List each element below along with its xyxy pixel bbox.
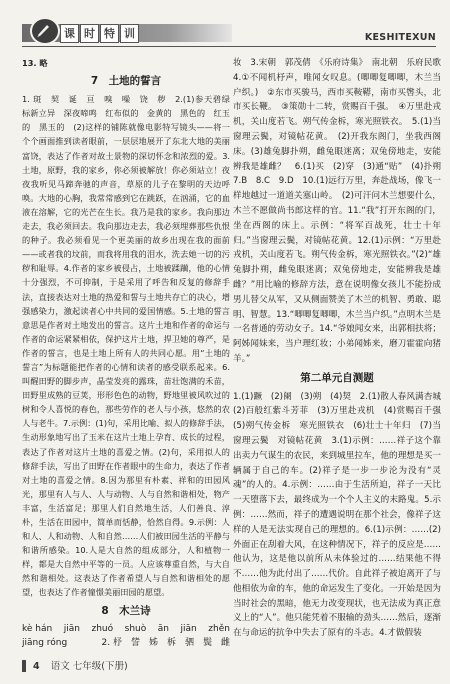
pen-logo-icon: [30, 17, 60, 45]
answer-2: 2. 杼 訾 姊 柝 驷 鬓 雌: [101, 637, 230, 648]
footer-bar: [22, 660, 26, 672]
brand-char: 课: [60, 24, 79, 43]
brand-char: 训: [120, 24, 139, 43]
header-divider: [22, 46, 436, 47]
section-title-7: 7 土地的誓言: [90, 75, 162, 88]
brand-latin: KESHITEXUN: [364, 32, 436, 43]
page-header: [0, 0, 450, 52]
right-column: [233, 56, 450, 641]
pinyin: shuò: [124, 623, 147, 634]
pinyin-row-2: [22, 636, 230, 650]
answers-lesson-8: 妆 3.宋朝 郭茂倩 《乐府诗集》 南北朝 乐府民歌 4.①不闻机杼声，唯闻女叹息。(唧唧复唧唧，木兰当户织。) ②东市买骏马，西市买鞍鞯，南市买辔头，北市买长鞭。 ③策勋十二转，赏赐百千强。 ④万里赴戎机，关山度若飞。朔气传金柝，寒光照铁衣。 5.(1)当窗理云鬓，对镜帖花黄。 (2)开我东阁门，坐我西阁床。(3)雄兔脚扑朔，雌兔眼迷离；双兔傍地走，安能辨我是雄雌？ 6.(1)买 (2)穿 (3)通“贴” (4)扑朔 7.B 8.C 9.D 10.(1)远行万里，奔赴战场，像飞一样地越过一道道关塞山岭。 (2)可汗问木兰想要什么，木兰不愿做尚书郎这样的官。11.“我”打开东阁的门，坐在西阁的床上。示例：“将军百战死，壮士十年归。”当窗理云鬓，对镜帖花黄。12.(1)示例：“万里赴戎机，关山度若飞。朔气传金柝，寒光照铁衣。”(2)“雄兔脚扑朔，雌兔眼迷离；双兔傍地走，安能辨我是雄雌？”用比喻的修辞方法，意在说明像女孩儿不能扮成男儿替父从军，又从侧面赞美了木兰的机智、勇敢、聪明、智慧。13.“唧唧复唧唧，木兰当户织。”点明木兰是一名普通的劳动女子。14.“爷娘闻女来，出郭相扶将；阿姊闻妹来，当户理红妆；小弟闻姊来，磨刀霍霍向猪羊。”: [233, 58, 450, 364]
page-number: 4: [33, 660, 40, 672]
brand-char: 特: [100, 24, 119, 43]
brand-title: [60, 24, 139, 42]
pinyin-row: [22, 622, 230, 636]
answer-13: 13. 略: [22, 58, 48, 68]
pinyin: zhuó: [91, 623, 114, 634]
answers-unit2-test: 1.(1)蹶 (2)阑 (3)朔 (4)契 2.(1)散人春风满杏城 (2)百般红紫斗芳菲 (3)万里赴戎机 (4)赏赐百千强 (5)朔气传金柝 寒光照铁衣 (6)壮士十年归 (7)当窗理云鬓 对镜帖花黄 3.(1)示例：……祥子这个靠出卖力气谋生的农民，来到城里拉车，他的理想是买一辆属于自己的车。(2)祥子是一步一步沦为没有“灵魂”的人的。4.示例：……由于生活所迫，祥子一天比一天堕落下去，最终成为一个个人主义的末路鬼。5.示例：……然而，祥子的遭遇说明在那个社会，像祥子这样的人是无法实现自己的理想的。6.(1)示例：……(2)外面正在刮着大风，在这种情况下，祥子的反应是……他认为，这是他以前所从未体验过的……结果他不得不……他为此付出了……代价。自此祥子被迫离开了与他相依为命的车，他的命运发生了变化。一开始是因为当时社会的黑暗，他无力改变现状，也无法成为真正意义上的“人”。他只能凭着不服输的劲头……然后，逐渐在与命运的抗争中失去了原有的斗志。4.才做假装: [233, 391, 450, 639]
footer-subject: 语文: [50, 660, 70, 672]
left-column: [22, 56, 239, 650]
pinyin: jiāng róng: [22, 637, 68, 648]
pinyin: ān: [157, 623, 169, 634]
pinyin: jiān: [180, 623, 197, 634]
section-title-8: 8 木兰诗: [101, 604, 151, 617]
section-title-unit2-test: 第二单元自测题: [300, 371, 374, 384]
pinyin: jiān: [63, 623, 80, 634]
brand-char: 时: [80, 24, 99, 43]
page-footer: [22, 658, 128, 673]
pinyin: zhěn: [208, 623, 230, 634]
footer-grade: 七年级(下册): [72, 660, 128, 672]
answers-lesson-7: 1. 斑 契 诞 亘 嗅 噪 饶 秽 2.(1)参天碧绿 标新立异 深夜啼鸣 红布似的 金黄的 黑色的 红玉的 黑玉的 (2)这样的铺陈就像电影特写镜头——将一个个画面推到读者眼前，一层层地展开了东北大地的美丽富饶，表达了作者对故土景物的深切怀念和浓烈的爱。3.土地，原野，我的家乡，你必须被解放！你必须站立！夜夜我听见马蹄奔驰的声音，草原的儿子在黎明的天边呼唤。大地的心胸，我常常感到它在跳跃，在汹涌，它的血液在溶解，它的光芒在生长。我乃是我的家乡。我向那边走去，我必须回去。我向那边走去，我必须埋葬那些仇恨的种子。我必须看见一个更美丽的故乡出现在我的面前——或者我的坟前，而我将用我的泪水，洗去她一切的污秽和耻辱。4.作者的家乡被侵占，土地被蹂躏，他的心情十分强烈，不可抑制，于是采用了呼告和反复的修辞手法，直接表达对土地的热爱和誓与土地共存亡的决心，增强感染力，激起读者心中共同的爱国情感。5.土地的誓言意思是作者对土地发出的誓言。这片土地和作者的命运与作者的命运紧紧相依，保护这片土地，捍卫她的尊严，是作者的誓言，也是土地上所有人的共同心愿。用“土地的誓言”为标题能把作者的心情和读者的感受联系起来。6.叫醒田野的脚步声，晶莹发亮的露珠，苗壮饱满的禾苗，田野里成熟的豆荚，形形色色的动物，野地里被风吹过的树和令人喜悦的春色，那些劳作的老人与小孩，悠然的农人与老牛。7.示例：(1)句，采用比喻、拟人的修辞手法，生动形象地写出了玉米在这片土地上孕育、成长的过程，表达了作者对这片土地的喜爱之情。(2)句，采用拟人的修辞手法，写出了田野在作者眼中的生命力，表达了作者对土地的喜爱之情。8.因为那里有朴素、祥和的田园风光，那里有人与人、人与动物、人与自然和谐相处，物产丰富，生活富足；那里人们自然地生活，人们善良、淳朴，生活在田园中，简单而恬静，恰然自得。9.示例：人和人、人和动物、人和自然……人们被田园生活的平静与和谐所感染。10.人是大自然的组成部分，人和植物一样，都是大自然中平等的一员。人应该尊重自然，与大自然和谐相处。这表达了作者希望人与自然和谐相处的愿望，也表达了作者憧憬美丽田园的愿望。: [22, 94, 239, 598]
pinyin: kè hán: [22, 623, 53, 634]
